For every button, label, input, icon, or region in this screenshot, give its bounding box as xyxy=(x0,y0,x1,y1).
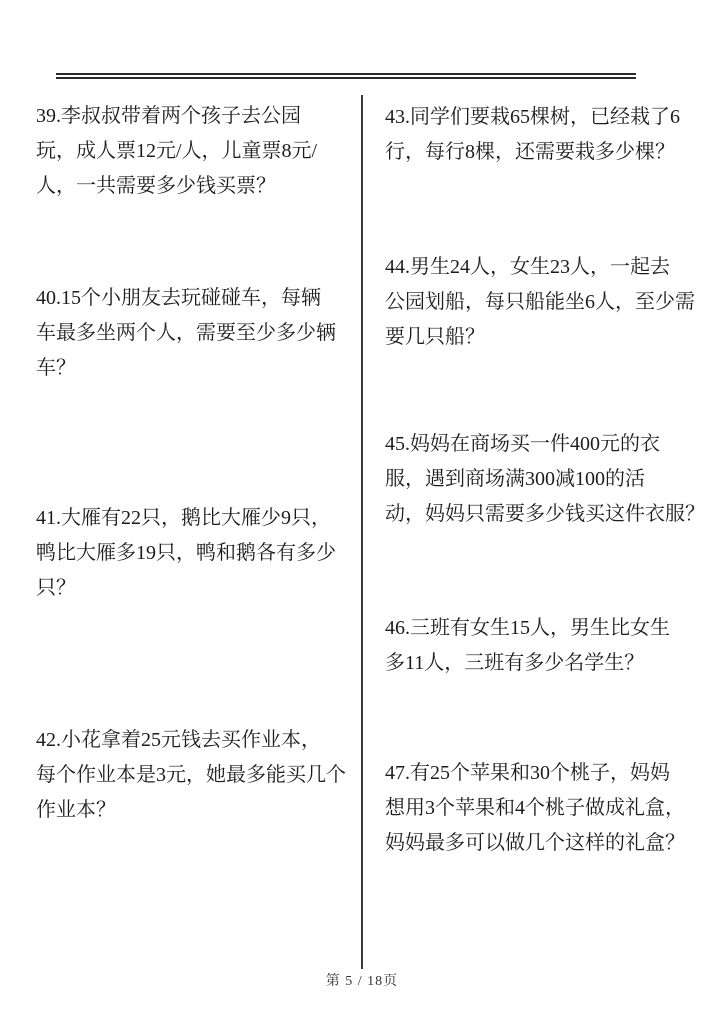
problem-44 xyxy=(385,250,715,355)
problem-43 xyxy=(385,100,715,170)
problem-47-line-1: 47.有25个苹果和30个桃子，妈妈 xyxy=(385,762,670,784)
problem-47-line-3: 妈妈最多可以做几个这样的礼盒？ xyxy=(385,832,685,854)
problem-45-line-3: 动，妈妈只需要多少钱买这件衣服？ xyxy=(385,503,705,525)
problem-45 xyxy=(385,427,715,532)
problem-40-line-1: 40.15个小朋友去玩碰碰车，每辆 xyxy=(36,287,321,309)
problem-41-line-3: 只？ xyxy=(36,577,76,599)
problem-42-line-3: 作业本？ xyxy=(36,799,116,821)
problem-40 xyxy=(36,281,358,386)
problem-39-line-2: 玩，成人票12元/人，儿童票8元/ xyxy=(36,140,318,162)
problem-42 xyxy=(36,723,358,828)
problem-45-line-1: 45.妈妈在商场买一件400元的衣 xyxy=(385,433,660,455)
problem-47-line-2: 想用3个苹果和4个桃子做成礼盒， xyxy=(385,797,685,819)
problem-40-line-3: 车？ xyxy=(36,357,76,379)
problem-39-line-3: 人，一共需要多少钱买票？ xyxy=(36,175,276,197)
problem-45-line-2: 服，遇到商场满300减100的活 xyxy=(385,468,645,490)
problem-42-line-2: 每个作业本是3元，她最多能买几个 xyxy=(36,764,346,786)
problem-46-line-1: 46.三班有女生15人，男生比女生 xyxy=(385,617,670,639)
problem-46-line-2: 多11人，三班有多少名学生？ xyxy=(385,652,645,674)
top-double-rule xyxy=(56,73,636,79)
column-divider-line xyxy=(361,95,363,969)
problem-41-line-1: 41.大雁有22只，鹅比大雁少9只， xyxy=(36,507,331,529)
problem-43-line-1: 43.同学们要栽65棵树，已经栽了6 xyxy=(385,106,680,128)
problem-41 xyxy=(36,501,358,606)
problem-44-line-3: 要几只船？ xyxy=(385,326,485,348)
problem-43-line-2: 行，每行8棵，还需要栽多少棵？ xyxy=(385,141,675,163)
problem-47 xyxy=(385,756,715,861)
problem-44-line-2: 公园划船，每只船能坐6人，至少需 xyxy=(385,291,695,313)
page-number: 第 5 / 18页 xyxy=(325,974,399,989)
problem-39 xyxy=(36,99,358,204)
problem-40-line-2: 车最多坐两个人，需要至少多少辆 xyxy=(36,322,336,344)
problem-44-line-1: 44.男生24人，女生23人，一起去 xyxy=(385,256,670,278)
problem-41-line-2: 鸭比大雁多19只，鸭和鹅各有多少 xyxy=(36,542,336,564)
problem-46 xyxy=(385,611,715,681)
problem-42-line-1: 42.小花拿着25元钱去买作业本， xyxy=(36,729,321,751)
problem-39-line-1: 39.李叔叔带着两个孩子去公园 xyxy=(36,105,301,127)
